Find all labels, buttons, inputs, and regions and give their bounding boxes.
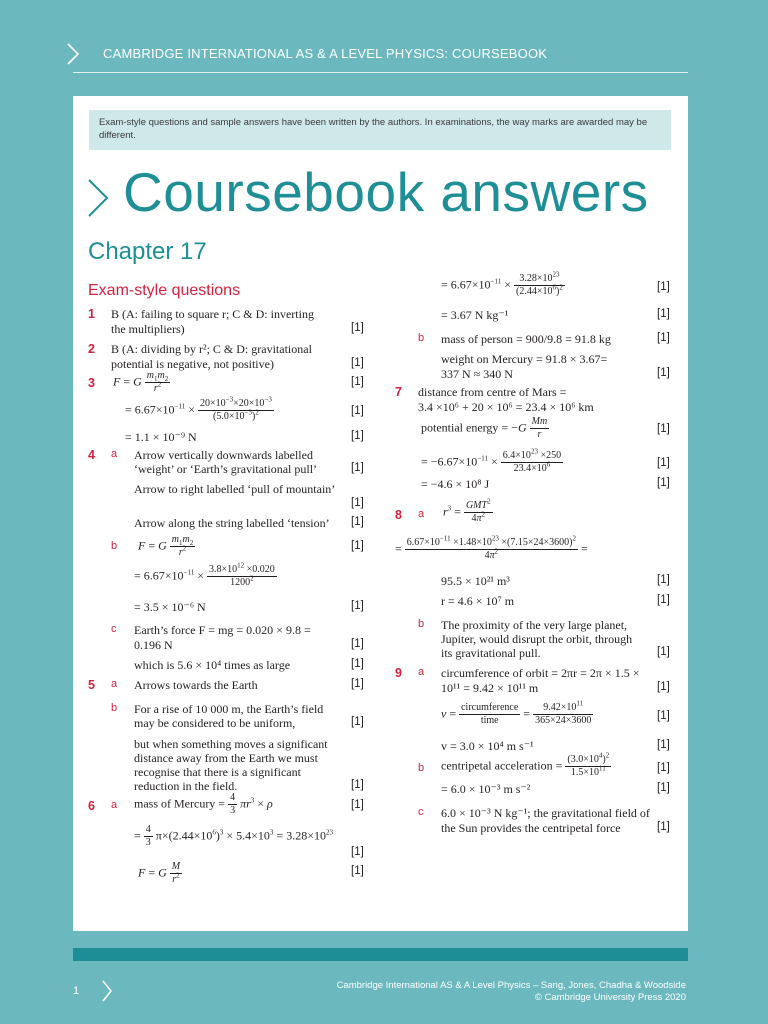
part-label: c <box>418 806 424 818</box>
mark: [1] <box>657 782 670 794</box>
answer-text: = 6.0 × 10⁻³ m s⁻² <box>441 782 531 796</box>
equation: F = G $\frac{M}{r^2}$ <box>138 861 181 885</box>
equation-label: mass of Mercury = <box>134 796 226 811</box>
mark: [1] <box>657 457 670 469</box>
title-text: Coursebook answers <box>123 161 649 223</box>
mark: [1] <box>657 762 670 774</box>
question-number: 9 <box>395 666 402 680</box>
mark: [1] <box>657 332 670 344</box>
equation: v = $\frac{\text{circumference}}{\text{time}}$ = $\frac{9.42\times 10^{11}}{365\times 24\times 3600}$ <box>441 699 592 726</box>
part-label: b <box>111 540 118 552</box>
part-label: b <box>418 762 425 774</box>
answer-text: 337 N ≈ 340 N <box>441 367 513 381</box>
mark: [1] <box>351 516 364 528</box>
equation: potential energy = −G $\frac{Mm}{r}$ <box>421 416 548 440</box>
mark: [1] <box>351 799 364 811</box>
equation: centripetal acceleration = $\frac{(3.0\times 10^4)^2}{1.5\times 10^{11}}$ <box>441 751 610 778</box>
answer-text: its gravitational pull. <box>441 646 541 660</box>
mark: [1] <box>351 600 364 612</box>
mark: [1] <box>351 865 364 877</box>
question-number: 6 <box>88 799 95 813</box>
mark: [1] <box>351 779 364 791</box>
mark: [1] <box>657 739 670 751</box>
mark: [1] <box>351 540 364 552</box>
equation: = $-6.67\times 10^{-11}$ × $\frac{6.4\times 10^{23} \times 250}{23.4\times 10^6}$ <box>421 447 562 474</box>
answer-text: recognise that there is a significant <box>134 765 301 779</box>
question-number: 2 <box>88 342 95 356</box>
answer-text: Arrow vertically downwards labelled <box>134 448 313 462</box>
running-header: CAMBRIDGE INTERNATIONAL AS & A LEVEL PHYSICS: COURSEBOOK <box>103 46 548 61</box>
section-heading: Exam-style questions <box>88 282 241 299</box>
equation: = $\frac{4}{3}$ $\pi\times(2.44\times 10^6)^3 \times 5.4\times 10^3 = 3.28\times 10^{23}$ <box>134 824 333 848</box>
answer-text: v = 3.0 × 10⁴ m s⁻¹ <box>441 739 534 753</box>
mark: [1] <box>657 710 670 722</box>
answer-text: Arrows towards the Earth <box>134 678 258 692</box>
mark: [1] <box>351 638 364 650</box>
mark: [1] <box>351 716 364 728</box>
answer-text: potential is negative, not positive) <box>111 357 274 371</box>
answer-text: ‘weight’ or ‘Earth’s gravitational pull’ <box>134 462 318 476</box>
equation: = $6.67\times 10^{-11}$ × $\frac{3.8\times 10^{12} \times 0.020}{1200^2}$ <box>134 561 275 588</box>
mark: [1] <box>351 376 364 388</box>
part-label: a <box>111 678 118 690</box>
answer-text: which is 5.6 × 10⁴ times as large <box>134 658 291 672</box>
chevron-right-icon <box>66 42 80 66</box>
mark: [1] <box>351 405 364 417</box>
equation: mass of Mercury = $\frac{4}{3}$ $\pi r^3 \times \rho$ <box>134 792 273 816</box>
mark: [1] <box>657 281 670 293</box>
question-number: 7 <box>395 385 402 399</box>
answer-text: = 3.5 × 10⁻⁶ N <box>134 600 206 614</box>
answer-text: Earth’s force F = mg = 0.020 × 9.8 = <box>134 623 311 637</box>
mark: [1] <box>351 430 364 442</box>
answer-text: r = 4.6 × 10⁷ m <box>441 594 515 608</box>
answer-text: may be considered to be uniform, <box>134 716 296 730</box>
answer-text: 6.0 × 10⁻³ N kg⁻¹; the gravitational field of <box>441 806 650 820</box>
mark: [1] <box>351 846 364 858</box>
mark: [1] <box>351 322 364 334</box>
mark: [1] <box>657 594 670 606</box>
question-number: 5 <box>88 678 95 692</box>
answer-text: Jupiter, would disrupt the orbit, through <box>441 632 633 646</box>
part-label: b <box>111 702 118 714</box>
mark: [1] <box>657 308 670 320</box>
question-number: 4 <box>88 448 95 462</box>
equation: F = G $\frac{m_1m_2}{r^2}$ <box>138 534 194 558</box>
part-label: a <box>111 448 118 460</box>
equation: = $\frac{6.67\times 10^{-11} \times 1.48\times 10^{23} \times(7.15\times 24\times 3600)^2}{4\pi^2}$ = <box>395 534 588 561</box>
mark: [1] <box>657 574 670 586</box>
answer-text: = −4.6 × 10⁸ J <box>421 477 490 491</box>
equation-label: potential energy = <box>421 420 509 435</box>
answer-text: Arrow to right labelled ‘pull of mountain’ <box>134 482 336 496</box>
equation-label: centripetal acceleration = <box>441 758 563 773</box>
footer-credit <box>337 980 686 1004</box>
part-label: b <box>418 332 425 344</box>
question-number: 3 <box>88 376 95 390</box>
chevron-right-icon <box>87 178 109 218</box>
mark: [1] <box>657 681 670 693</box>
answer-text: = 3.67 N kg⁻¹ <box>441 308 509 322</box>
mark: [1] <box>657 646 670 658</box>
equation: = $6.67\times 10^{-11}$ × $\frac{20\times 10^{-3}\times 20\times 10^{-3}}{(5.0\times 10^{-3})^2}$ <box>125 395 272 422</box>
answer-text: reduction in the field. <box>134 779 238 793</box>
mark: [1] <box>351 462 364 474</box>
mark: [1] <box>657 423 670 435</box>
answer-text: the Sun provides the centripetal force <box>441 821 621 835</box>
equation: $r^3$ = $\frac{GMT^2}{4\pi^2}$ <box>443 497 491 524</box>
answer-text: 3.4 ×10⁶ + 20 × 10⁶ = 23.4 × 10⁶ km <box>418 400 594 414</box>
mark: [1] <box>657 477 670 489</box>
answer-text: circumference of orbit = 2πr = 2π × 1.5 × <box>441 666 640 680</box>
disclaimer-notice: Exam-style questions and sample answers have been written by the authors. In examinations, the way marks are awarded may be different. <box>89 110 671 150</box>
footer-band <box>73 948 688 961</box>
question-number: 1 <box>88 307 95 321</box>
answer-text: weight on Mercury = 91.8 × 3.67= <box>441 352 608 366</box>
answer-text: Arrow along the string labelled ‘tension’ <box>134 516 330 530</box>
answer-text: distance from centre of Mars = <box>418 385 567 399</box>
mark: [1] <box>351 658 364 670</box>
mark: [1] <box>657 821 670 833</box>
answer-text: The proximity of the very large planet, <box>441 618 628 632</box>
part-label: b <box>418 618 425 630</box>
chapter-heading: Chapter 17 <box>88 238 207 265</box>
part-label: a <box>418 666 425 678</box>
answer-text: For a rise of 10 000 m, the Earth’s field <box>134 702 324 716</box>
footer-line: Cambridge International AS & A Level Physics – Sang, Jones, Chadha & Woodside <box>336 980 686 991</box>
question-number: 8 <box>395 508 402 522</box>
mark: [1] <box>351 357 364 369</box>
answer-text: 0.196 N <box>134 638 173 652</box>
answer-text: B (A: dividing by r²; C & D: gravitational <box>111 342 312 356</box>
footer-line: © Cambridge University Press 2020 <box>534 992 686 1003</box>
mark: [1] <box>657 367 670 379</box>
part-label: c <box>111 623 117 635</box>
part-label: a <box>111 799 118 811</box>
page-number: 1 <box>73 985 80 997</box>
header-divider <box>73 72 688 73</box>
answer-text: mass of person = 900/9.8 = 91.8 kg <box>441 332 611 346</box>
answer-text: distance away from the Earth we must <box>134 751 318 765</box>
answer-text: B (A: failing to square r; C & D: inverting <box>111 307 314 321</box>
answer-text: 10¹¹ = 9.42 × 10¹¹ m <box>441 681 539 695</box>
answer-text: the multipliers) <box>111 322 185 336</box>
part-label: a <box>418 508 425 520</box>
answer-text: = 1.1 × 10⁻⁹ N <box>125 430 197 444</box>
answer-text: 95.5 × 10²¹ m³ <box>441 574 510 588</box>
equation: F = G $\frac{m_1m_2}{r^2}$ <box>113 370 169 394</box>
chevron-right-icon <box>102 980 112 1002</box>
page-content <box>73 96 688 931</box>
mark: [1] <box>351 678 364 690</box>
answer-text: but when something moves a significant <box>134 737 328 751</box>
equation: = $6.67\times 10^{-11}$ × $\frac{3.28\times 10^{23}}{(2.44\times 10^6)^2}$ <box>441 270 563 297</box>
mark: [1] <box>351 497 364 509</box>
